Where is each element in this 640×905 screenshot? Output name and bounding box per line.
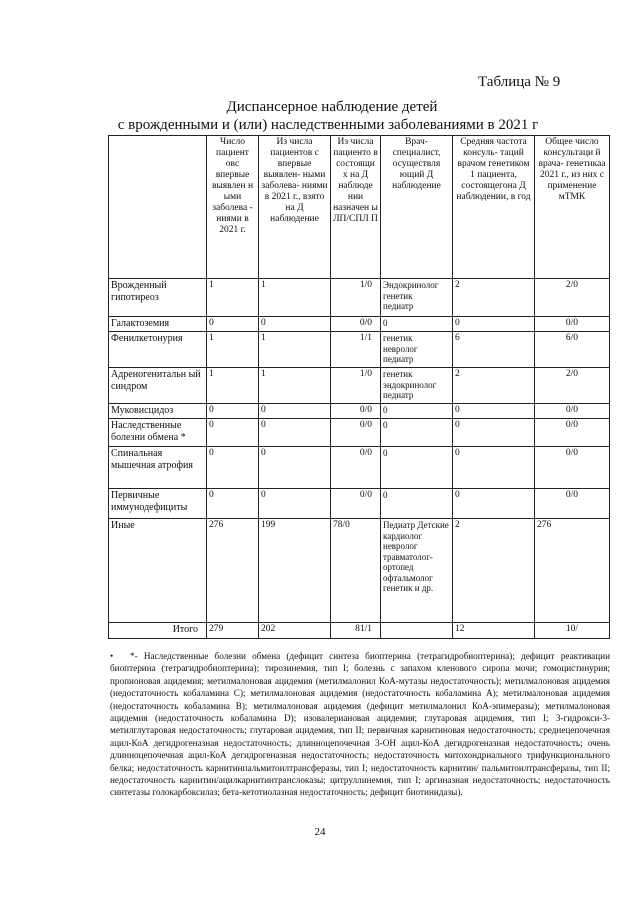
cell: 0 [381,489,453,519]
doctor-line: Эндокринолог [383,280,439,290]
cell: 0/0 [535,489,610,519]
cell: 2 [453,279,535,317]
bullet-icon: • [110,651,114,661]
row-name: Фенилкетонурия [109,332,207,368]
doctor-line: генетик [383,290,413,301]
cell: 276 [207,519,259,623]
cell: 1 [207,368,259,404]
cell: 6 [453,332,535,368]
row-name: Спинальная мышечная атрофия [109,447,207,489]
cell: 0 [259,404,331,419]
cell: 0 [207,419,259,447]
cell: 0 [259,489,331,519]
doctor-line: педиатр [383,301,414,311]
cell: 0 [453,317,535,332]
cell: 0/0 [535,419,610,447]
row-name: Итого [109,623,207,639]
cell: 0 [453,447,535,489]
table-row [109,279,610,317]
cell: 2 [453,368,535,404]
doctor-line: эндокринолог [383,379,437,390]
header-cell: Из числа пациентов с впервые выявлен- ными заболева- ниями в 2021 г., взято на Д наблюдение [259,136,331,279]
cell: 0 [207,447,259,489]
cell: 12 [453,623,535,639]
header-cell: Число пациент овс впервые выявлен н ыми заболева - ниями в 2021 г. [207,136,259,279]
cell: 0/0 [331,317,381,332]
cell: 0 [259,447,331,489]
header-row [109,136,610,279]
row-name: Врожденный гипотиреоз [109,279,207,317]
cell: 199 [259,519,331,623]
cell: 81/1 [331,623,381,639]
cell: 1 [259,332,331,368]
cell: 279 [207,623,259,639]
cell: 78/0 [331,519,381,623]
cell: 202 [259,623,331,639]
cell: 0 [259,317,331,332]
cell: 0 [381,404,453,419]
doctor-line: невролог [383,343,418,354]
row-name: Адреногенитальн ый синдром [109,368,207,404]
cell: 0 [381,419,453,447]
doctor-line: педиатр [383,390,414,400]
cell: 0/0 [331,419,381,447]
footnote-text: *- Наследственные болезни обмена (дефицит синтеза биоптерина (тетрагидробиоптерина); дефицит реактивации биоптерина (тетрагидробиоптерина); тирозинемия, тип I; болезнь с запахом кленового сиропа мочи; гомоцистинурия; пропионовая ацидемия; метилмалоновая ацидемия (метилмалонил КоА-мутазы недостаточность); метилмалоновая ацидемия (недостаточность кобаламина С); метилмалоновая ацидемия (недостаточность кобаламина А); метилмалоновая ацидемия (недостаточность кобаламина В); метилмалоновая ацидемия (дефицит метилмалонил КоА-эпимеразы); метилмалоновая ацидемия (недостаточность кобаламина D); изовалериановая ацидемия; глутаровая ацидемия, тип I; 3-гидрокси-3-метилглутаровая недостаточность; глутаровая ацидемия, тип II; первичная карнитиновая недостаточность; среднецепочечная ацил-КоА дегидрогеназная недостаточность; длинноцепочечная 3-ОН ацил-КоА дегидрогеназная недостаточность; очень длинноцепочечная ацил-КоА дегидрогеназная недостаточность; недостаточность митохондриального трифункционального белка; недостаточность карнитинпальмитоилтрансферазы, тип I; недостаточность карнитин/ пальмитоилтрансферазы, тип II; недостаточность карнитин/ацилкарнитинтранслоказы; цитруллинемия, тип I; аргиназная недостаточность; недостаточность синтетазы голокарбоксилаз; бета-кетотиолазная недостаточность; дефицит биотинидазы). [110,651,610,798]
cell: 0/0 [535,317,610,332]
table-row [109,519,610,623]
table-row [109,368,610,404]
cell [381,623,453,639]
cell: 10/ [535,623,610,639]
row-name: Иные [109,519,207,623]
cell-doctor [381,332,453,368]
table-row [109,404,610,419]
cell: 0 [381,447,453,489]
cell: 0 [453,404,535,419]
cell: 0/0 [331,404,381,419]
cell: 6/0 [535,332,610,368]
cell: 0/0 [535,404,610,419]
cell: 2 [453,519,535,623]
doctor-line: педиатр [383,354,414,364]
page-number: 24 [314,826,326,838]
cell: 0 [207,317,259,332]
cell: 1 [259,368,331,404]
footnote [110,650,610,799]
cell: 1/1 [331,332,381,368]
cell: 0 [453,419,535,447]
cell: 1 [207,279,259,317]
doctor-line: генетик [383,369,413,379]
cell: 0 [259,419,331,447]
row-name: Наследственные болезни обмена * [109,419,207,447]
cell: 2/0 [535,368,610,404]
cell: 1/0 [331,368,381,404]
header-cell [109,136,207,279]
title-line-1: Диспансерное наблюдение детей [226,99,438,115]
doctor-line: генетик [383,333,413,343]
row-name: Галактоземия [109,317,207,332]
table-row [109,489,610,519]
header-cell: Врач- специалист, осуществля ющий Д наблюдение [381,136,453,279]
table-row [109,447,610,489]
header-cell: Средняя частота консуль- таций врачом генетиком 1 пациента, состоящегона Д наблюдении, в год [453,136,535,279]
cell: 0/0 [331,489,381,519]
cell: Педиатр Детские кардиолог невролог травматолог-ортопед офтальмолог генетик и др. [381,519,453,623]
cell-doctor [381,279,453,317]
table-row [109,419,610,447]
cell: 1 [207,332,259,368]
row-name: Первичные иммунодефициты [109,489,207,519]
cell: 2/0 [535,279,610,317]
header-cell: Общее число консультаци й врача- генетикаа 2021 г., из них с применение мТМК [535,136,610,279]
table-row [109,332,610,368]
cell-doctor [381,368,453,404]
table-label: Таблица № 9 [478,74,561,90]
dispensary-table [108,135,610,639]
cell: 0 [381,317,453,332]
total-row [109,623,610,639]
cell: 1 [259,279,331,317]
cell: 1/0 [331,279,381,317]
cell: 0 [453,489,535,519]
cell: 0/0 [535,447,610,489]
row-name: Муковисцидоз [109,404,207,419]
title-line-2: с врожденными и (или) наследственными заболеваниями в 2021 г [117,117,539,133]
header-cell: Из числа пациенто в состоящи х на Д наблюде нии назначен ы ЛП/СПЛ П [331,136,381,279]
cell: 0 [207,404,259,419]
cell: 276 [535,519,610,623]
table-row [109,317,610,332]
cell: 0/0 [331,447,381,489]
cell: 0 [207,489,259,519]
